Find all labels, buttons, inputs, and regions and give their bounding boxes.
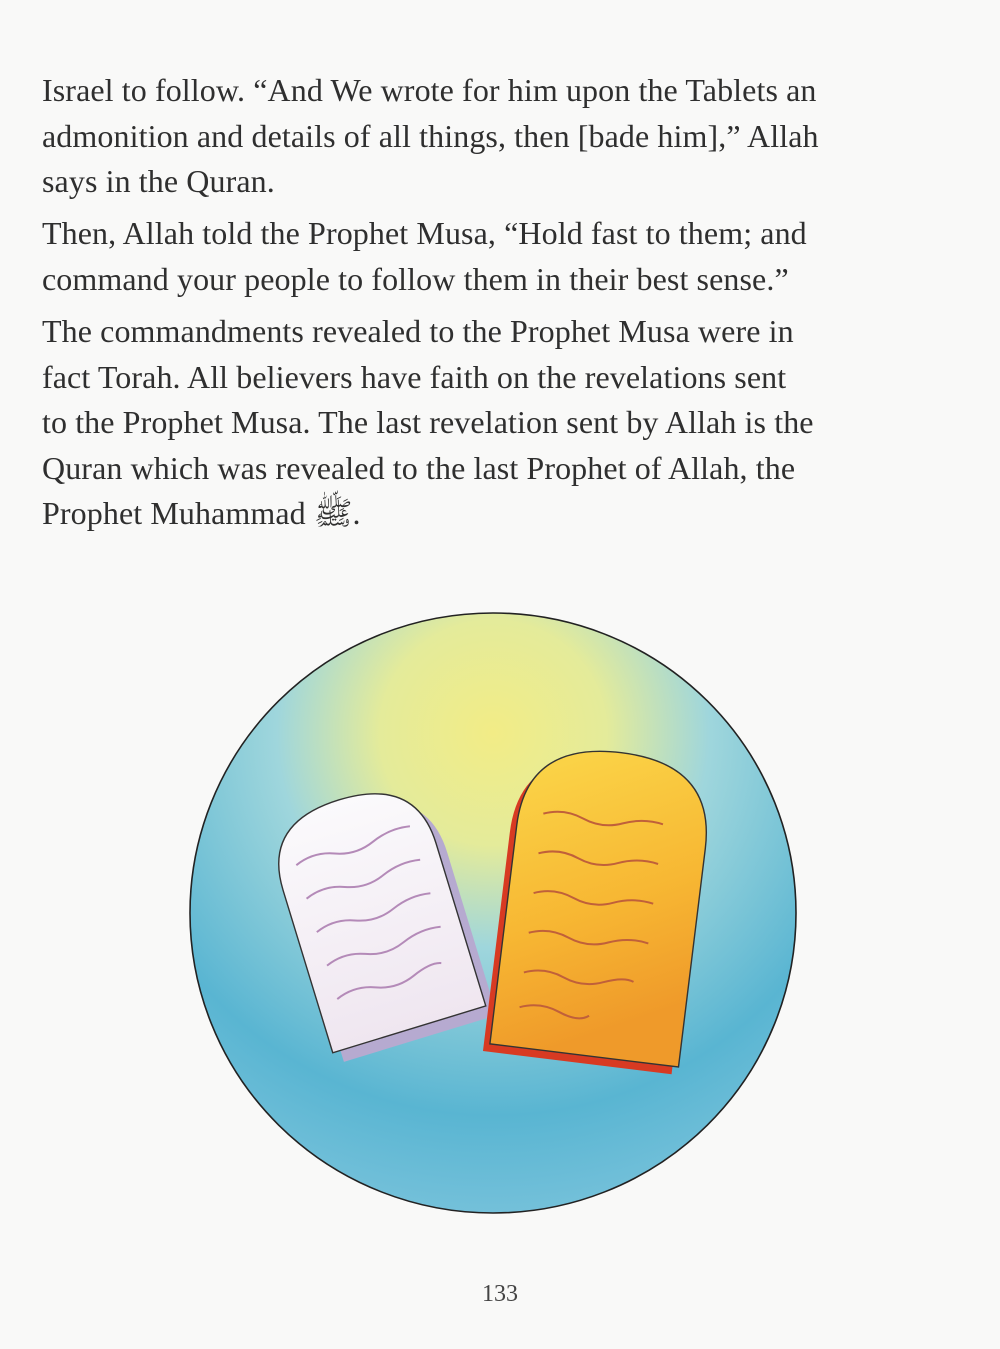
text-line: Prophet Muhammad ﷺ. — [42, 495, 361, 531]
text-line: Israel to follow. “And We wrote for him upon the Tablets an — [42, 72, 817, 108]
text-line: command your people to follow them in their best sense.” — [42, 260, 789, 297]
tablets-illustration — [185, 607, 801, 1219]
text-line: to the Prophet Musa. The last revelation sent by Allah is the — [42, 404, 814, 440]
paragraph-1 — [42, 68, 819, 205]
page-number: 133 — [482, 1281, 518, 1307]
text-line: admonition and details of all things, then [bade him],” Allah — [42, 117, 819, 154]
text-line: The commandments revealed to the Prophet Musa were in — [42, 313, 794, 349]
text-line: fact Torah. All believers have faith on the revelations sent — [42, 358, 787, 395]
paragraph-2 — [42, 211, 807, 302]
text-line: Quran which was revealed to the last Prophet of Allah, the — [42, 449, 796, 486]
text-line: Then, Allah told the Prophet Musa, “Hold fast to them; and — [42, 215, 807, 251]
paragraph-3 — [42, 309, 814, 537]
text-line: says in the Quran. — [42, 163, 275, 199]
circle-background — [190, 613, 796, 1213]
